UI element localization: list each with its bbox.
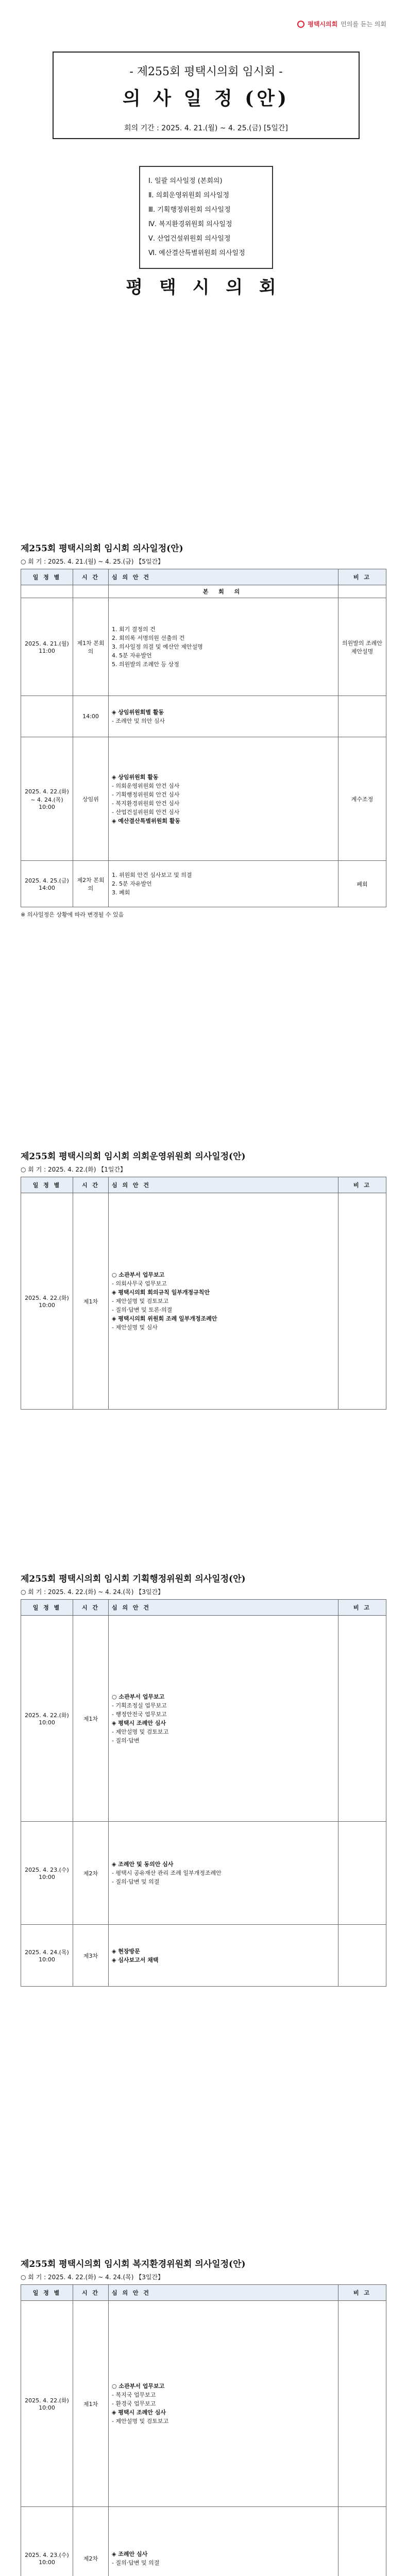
content-line: - 질의·답변 (112, 1737, 140, 1744)
header-date: 일 정 별 (21, 569, 73, 585)
toc-item[interactable]: Ⅵ. 예산결산특별위원회 의사일정 (148, 249, 245, 257)
toc-item[interactable]: Ⅰ. 일괄 의사일정 (본회의) (148, 177, 223, 185)
content-line: 3. 폐회 (112, 889, 130, 896)
cell-time (73, 585, 109, 598)
footnote: ※ 의사일정은 상황에 따라 변경될 수 있음 (21, 911, 124, 918)
toc-item[interactable]: Ⅴ. 산업건설위원회 의사일정 (148, 235, 231, 243)
content-line: ◈ 평택시의회 회의규칙 일부개정규칙안 (112, 1289, 210, 1296)
cover-subtitle: - 제255회 평택시의회 임시회 - (129, 65, 283, 78)
cell-content (109, 1193, 338, 1410)
header-time: 시 간 (73, 2285, 109, 2301)
header-time: 시 간 (73, 1600, 109, 1616)
cell-note: 폐회 (338, 861, 386, 907)
schedule-table (21, 2284, 386, 2576)
logo-name: 평택시의회 (308, 21, 338, 28)
cell-date: 2025. 4. 22.(화) 10:00 (21, 1193, 73, 1410)
table-header-row (21, 1177, 386, 1193)
cover-title-box (53, 52, 360, 139)
content-line: - 기획행정위원회 안건 심사 (112, 791, 180, 798)
content-line: ◈ 평택시의회 위원회 조례 일부개정조례안 (112, 1315, 217, 1322)
cell-time: 제2차 (73, 1822, 109, 1925)
cell-note (338, 1616, 386, 1822)
table-row (21, 1925, 386, 1987)
toc-item[interactable]: Ⅳ. 복지환경위원회 의사일정 (148, 221, 232, 228)
cell-date: 2025. 4. 23.(수) 10:00 (21, 1822, 73, 1925)
table-row (21, 1616, 386, 1822)
content-line: ◈ 예산결산특별위원회 활동 (112, 817, 181, 824)
table-row (21, 861, 386, 907)
section-period: ○ 회 기 : 2025. 4. 21.(월) ~ 4. 25.(금) 【5일간】 (21, 558, 164, 565)
content-line: 2. 5분 자유발언 (112, 880, 152, 887)
table-header-row (21, 2285, 386, 2301)
content-line: 3. 의사일정 의결 및 예산안 제안설명 (112, 643, 203, 650)
table-row (21, 696, 386, 737)
content-line: - 질의·답변 및 의결 (112, 2559, 160, 2566)
content-line: ◈ 현장방문 (112, 1947, 140, 1955)
header-note: 비 고 (338, 569, 386, 585)
content-line: ○ 소관부서 업무보고 (112, 1272, 165, 1278)
content-line: ○ 소관부서 업무보고 (112, 1693, 165, 1700)
content-line: ◈ 심사보고서 채택 (112, 1956, 159, 1963)
content-line: ◈ 조례안 심사 (112, 2550, 148, 2557)
cell-note: 의원발의 조례안 제안설명 (338, 598, 386, 696)
table-row (21, 2507, 386, 2576)
cell-date: 2025. 4. 22.(화) ~ 4. 24.(목) 10:00 (21, 737, 73, 861)
cell-time: 14:00 (73, 696, 109, 737)
cell-date: 2025. 4. 21.(월) 11:00 (21, 598, 73, 696)
cell-content (109, 861, 338, 907)
content-line: - 의회사무국 업무보고 (112, 1280, 167, 1287)
content-line: - 질의·답변 및 의결 (112, 1878, 160, 1885)
cell-time: 제1차 (73, 1193, 109, 1410)
table-header-row (21, 1600, 386, 1616)
council-logo (297, 20, 386, 28)
table-row (21, 737, 386, 861)
content-line: 1. 회기 결정의 건 (112, 626, 156, 633)
content-line: - 제안설명 및 검토보고 (112, 1298, 169, 1304)
cell-time: 제1차 (73, 1616, 109, 1822)
content-line: - 복지국 업무보고 (112, 2392, 156, 2398)
content-line: 5. 의원발의 조례안 등 상정 (112, 661, 179, 668)
cell-time: 상임위 (73, 737, 109, 861)
cell-note (338, 585, 386, 598)
schedule-table (21, 1599, 386, 1987)
welfare-environment-committee-section (21, 2257, 386, 2576)
cell-content (109, 737, 338, 861)
cell-content (109, 1822, 338, 1925)
cell-content (109, 2301, 338, 2507)
cover-period: 회의 기간 : 2025. 4. 21.(월) ~ 4. 25.(금) [5일간] (124, 124, 288, 132)
content-line: - 제안설명 및 검토보고 (112, 2418, 169, 2425)
toc-item[interactable]: Ⅲ. 기획행정위원회 의사일정 (148, 206, 231, 214)
content-line: ◈ 조례안 및 동의안 심사 (112, 1861, 174, 1868)
cell-date: 2025. 4. 25.(금) 14:00 (21, 861, 73, 907)
content-line: ◈ 상임위원회별 활동 (112, 708, 164, 716)
cell-time: 제2차 본회의 (73, 861, 109, 907)
content-line: - 제안설명 및 심사 (112, 1324, 158, 1331)
steering-committee-section (21, 1149, 386, 1410)
cell-content (109, 1616, 338, 1822)
cell-date: 2025. 4. 24.(목) 10:00 (21, 1925, 73, 1987)
content-line: - 조례안 및 의안 심사 (112, 717, 165, 724)
content-line: - 제안설명 및 검토보고 (112, 1728, 169, 1735)
schedule-table (21, 569, 386, 907)
table-row (21, 598, 386, 696)
section-period: ○ 회 기 : 2025. 4. 22.(화) ~ 4. 24.(목) 【3일간】 (21, 2274, 164, 2281)
content-line: 2. 회의록 서명의원 선출의 건 (112, 635, 185, 641)
section-period: ○ 회 기 : 2025. 4. 22.(화) ~ 4. 24.(목) 【3일간】 (21, 1588, 164, 1596)
section-title: 제255회 평택시의회 임시회 의사일정(안) (21, 544, 183, 554)
cell-time: 제2차 (73, 2507, 109, 2576)
cell-note (338, 696, 386, 737)
table-of-contents (139, 166, 273, 269)
header-date: 일 정 별 (21, 1600, 73, 1616)
header-time: 시 간 (73, 569, 109, 585)
content-line: 4. 5분 자유발언 (112, 652, 152, 659)
content-line: - 복지환경위원회 안건 심사 (112, 800, 180, 807)
plenary-schedule-section (21, 541, 386, 919)
cover-title: 의 사 일 정 (안) (122, 88, 290, 109)
content-line: - 기획조정실 업무보고 (112, 1702, 167, 1709)
content-line: - 산업건설위원회 안건 심사 (112, 808, 180, 816)
table-row (21, 1193, 386, 1410)
content-line: - 의회운영위원회 안건 심사 (112, 782, 180, 789)
header-date: 일 정 별 (21, 2285, 73, 2301)
cell-time: 제3차 (73, 1925, 109, 1987)
cell-date: 2025. 4. 22.(화) 10:00 (21, 2301, 73, 2507)
council-name: 평 택 시 의 회 (126, 277, 281, 298)
cell-note (338, 2301, 386, 2507)
section-period: ○ 회 기 : 2025. 4. 22.(화) 【1일간】 (21, 1166, 127, 1173)
cell-date: 2025. 4. 22.(화) 10:00 (21, 1616, 73, 1822)
header-time: 시 간 (73, 1177, 109, 1193)
cell-content (109, 598, 338, 696)
cell-note (338, 1822, 386, 1925)
table-header-row (21, 569, 386, 585)
cell-date: 2025. 4. 23.(수) 10:00 (21, 2507, 73, 2576)
cell-note: 계수조정 (338, 737, 386, 861)
council-emblem-icon (297, 21, 304, 28)
header-content: 심 의 안 건 (109, 1600, 338, 1616)
cell-date (21, 696, 73, 737)
cell-content (109, 1925, 338, 1987)
cell-agenda-heading: 본 회 의 (109, 585, 338, 598)
schedule-table (21, 1177, 386, 1410)
planning-admin-committee-section (21, 1571, 386, 1987)
cell-content (109, 696, 338, 737)
header-content: 심 의 안 건 (109, 2285, 338, 2301)
logo-slogan: 민의를 듣는 의회 (341, 21, 386, 28)
cover-page (0, 0, 407, 520)
section-title: 제255회 평택시의회 임시회 기획행정위원회 의사일정(안) (21, 1574, 246, 1584)
content-line: 1. 위원회 안건 심사보고 및 의결 (112, 872, 192, 878)
cell-content (109, 2507, 338, 2576)
cell-time: 제1차 본회의 (73, 598, 109, 696)
content-line: - 평택시 공유재산 관리 조례 일부개정조례안 (112, 1870, 222, 1876)
table-row (21, 1822, 386, 1925)
cell-time: 제1차 (73, 2301, 109, 2507)
content-line: - 질의·답변 및 토론·의결 (112, 1307, 173, 1313)
section-title: 제255회 평택시의회 임시회 복지환경위원회 의사일정(안) (21, 2259, 246, 2269)
content-line: ◈ 상임위원회 활동 (112, 773, 159, 781)
content-line: ◈ 평택시 조례안 심사 (112, 2409, 166, 2416)
cell-date (21, 585, 73, 598)
table-row (21, 585, 386, 598)
cell-note (338, 1193, 386, 1410)
header-note: 비 고 (338, 1177, 386, 1193)
cell-note (338, 1925, 386, 1987)
content-line: ◈ 평택시 조례안 심사 (112, 1719, 166, 1726)
cell-note (338, 2507, 386, 2576)
content-line: ○ 소관부서 업무보고 (112, 2383, 165, 2389)
header-content: 심 의 안 건 (109, 569, 338, 585)
table-row (21, 2301, 386, 2507)
header-note: 비 고 (338, 1600, 386, 1616)
header-note: 비 고 (338, 2285, 386, 2301)
content-line: - 환경국 업무보고 (112, 2400, 156, 2407)
header-date: 일 정 별 (21, 1177, 73, 1193)
header-content: 심 의 안 건 (109, 1177, 338, 1193)
content-line: - 행정안전국 업무보고 (112, 1710, 167, 1718)
section-title: 제255회 평택시의회 임시회 의회운영위원회 의사일정(안) (21, 1151, 246, 1162)
toc-item[interactable]: Ⅱ. 의회운영위원회 의사일정 (148, 192, 229, 199)
